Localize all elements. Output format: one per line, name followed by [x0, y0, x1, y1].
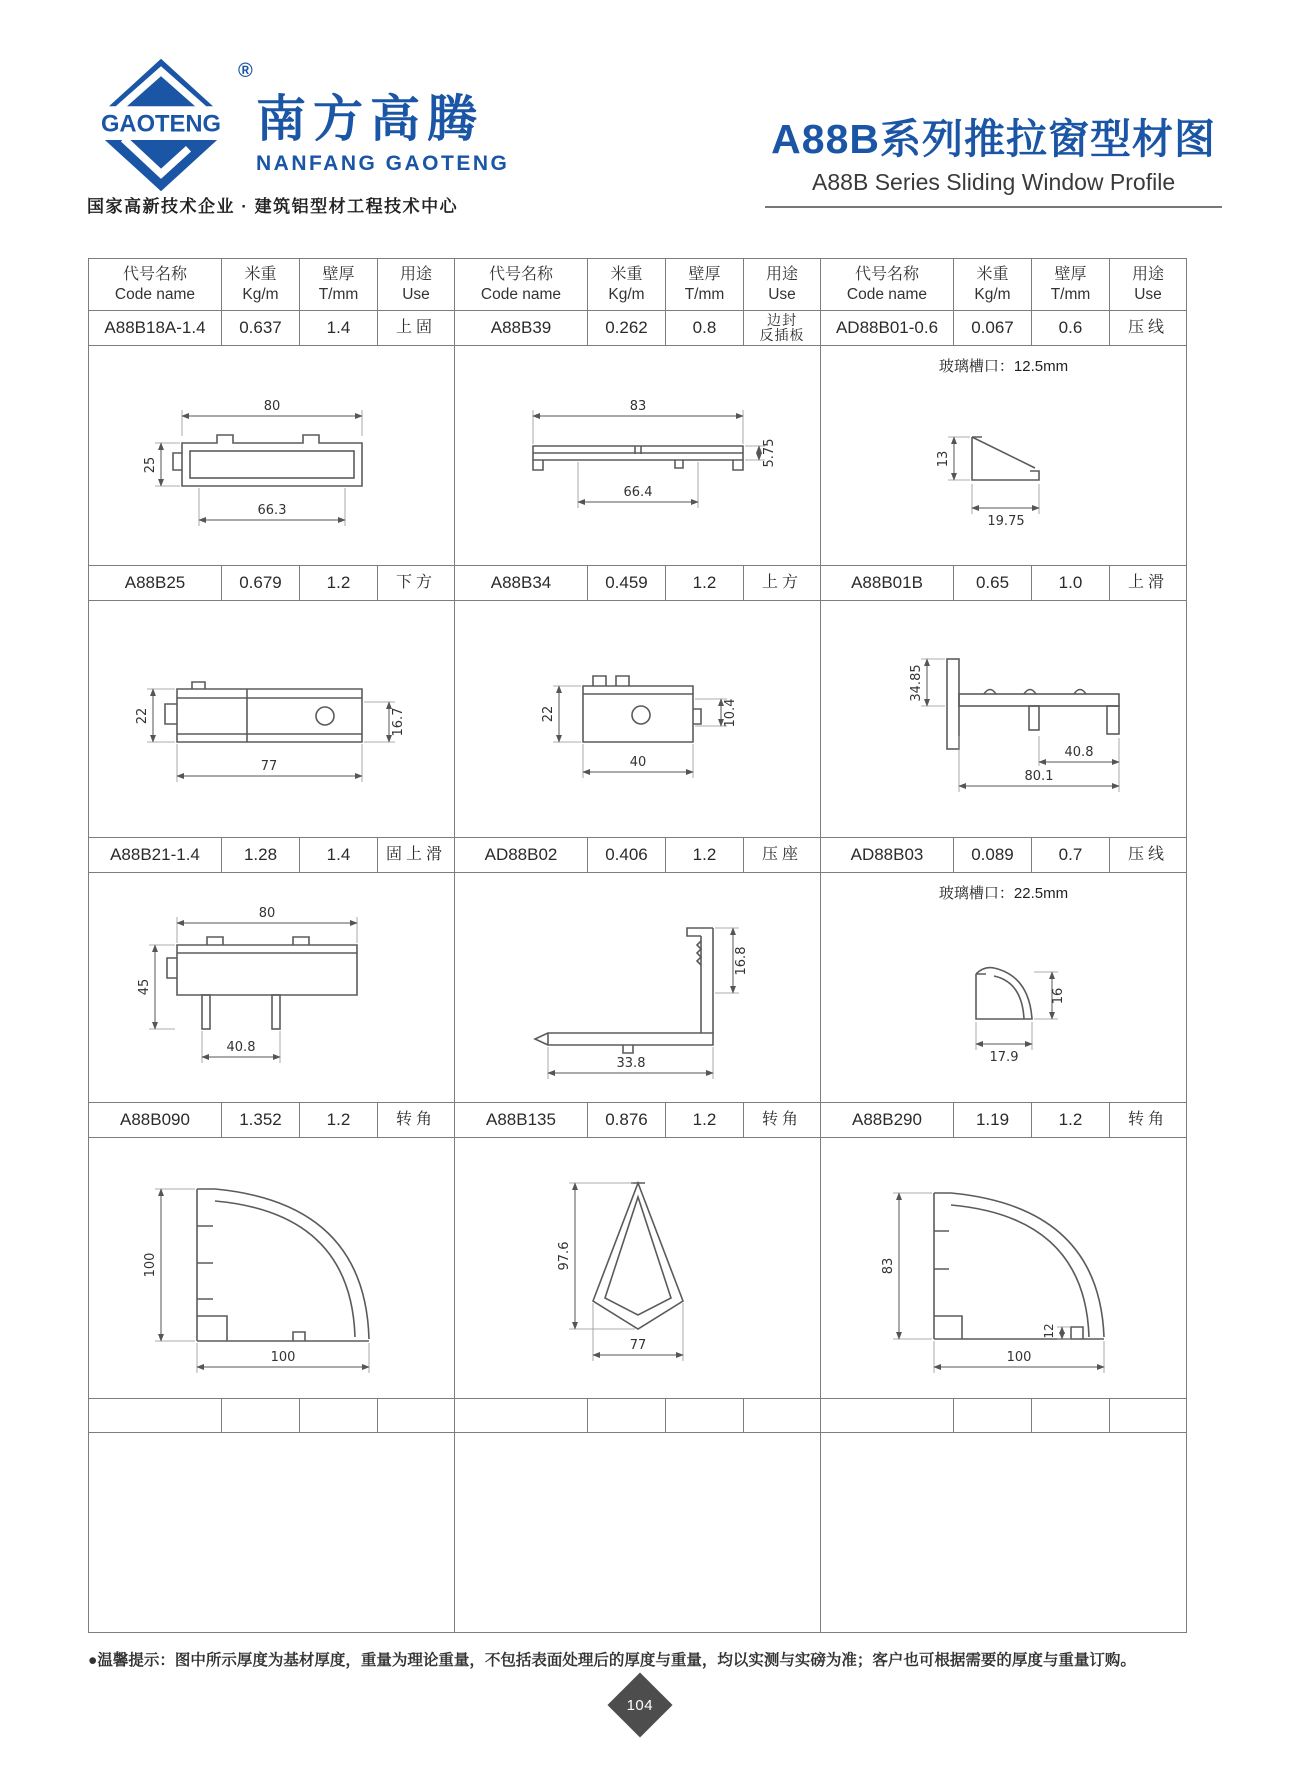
header-thick-cn: 壁厚	[1054, 265, 1087, 283]
header-weight-2	[588, 259, 666, 311]
dimension-lines	[135, 689, 406, 782]
use-line1: 压线	[1127, 319, 1168, 337]
header-code-2	[455, 259, 588, 311]
empty-cell	[954, 1399, 1032, 1433]
dim-label: 33.8	[616, 1055, 645, 1071]
dimension-lines	[143, 399, 362, 526]
thickness-cell: 1.2	[300, 1103, 378, 1138]
code-cell: AD88B01-0.6	[821, 311, 954, 346]
profile-drawing-a88b18a	[107, 358, 437, 553]
use-line1: 上固	[395, 319, 436, 337]
header-weight-en: Kg/m	[974, 285, 1011, 303]
empty-drawing-cell	[455, 1433, 821, 1633]
profile-outline	[976, 967, 1032, 1018]
profile-drawing-a88b25	[97, 614, 447, 824]
empty-drawing-cell	[821, 1433, 1187, 1633]
brand-name-cn: 南方高腾	[256, 91, 484, 147]
brand-name-en: NANFANG GAOTENG	[256, 152, 510, 175]
use-cell	[378, 838, 455, 873]
header-weight-cn: 米重	[244, 265, 277, 283]
use-cell	[378, 1103, 455, 1138]
drawing-cell-a88b18a	[89, 346, 455, 566]
dimension-lines	[557, 1183, 683, 1361]
profile-outline	[165, 682, 362, 742]
header-thick-cn: 壁厚	[688, 265, 721, 283]
thickness-cell: 1.2	[666, 566, 744, 601]
empty-cell	[89, 1399, 222, 1433]
header-thick-cn: 壁厚	[322, 265, 355, 283]
dim-label: 16.8	[733, 946, 749, 975]
use-cell	[1110, 1103, 1187, 1138]
brand-names	[256, 92, 509, 176]
header-thick-3	[1032, 259, 1110, 311]
dim-label: 34.85	[908, 664, 924, 702]
use-cell	[744, 1103, 821, 1138]
code-cell: A88B290	[821, 1103, 954, 1138]
dimension-lines	[541, 686, 738, 778]
code-cell: A88B090	[89, 1103, 222, 1138]
drawing-cell-a88b34	[455, 601, 821, 838]
use-cell	[744, 838, 821, 873]
empty-cell	[744, 1399, 821, 1433]
use-line1: 固上滑	[385, 846, 446, 864]
profile-table	[88, 258, 1187, 1633]
empty-cell	[455, 1399, 588, 1433]
header-use-2	[744, 259, 821, 311]
drawing-cell-ad88b03	[821, 873, 1187, 1103]
drawing-cell-ad88b02	[455, 873, 821, 1103]
empty-cell	[300, 1399, 378, 1433]
dim-label: 40.8	[226, 1039, 255, 1055]
profile-drawing-ad88b01	[894, 392, 1114, 542]
header-code-cn: 代号名称	[488, 265, 553, 283]
dimension-lines	[137, 906, 357, 1063]
use-line1: 转角	[395, 1111, 436, 1129]
dim-label: 45	[136, 978, 152, 995]
page-title-cn: A88B系列推拉窗型材图	[771, 116, 1216, 162]
dim-label: 97.6	[556, 1241, 572, 1270]
header-use-3	[1110, 259, 1187, 311]
dim-label: 12	[1041, 1322, 1056, 1339]
dim-label: 22	[134, 707, 150, 725]
drawing-cell-a88b39	[455, 346, 821, 566]
dim-label: 22	[540, 705, 556, 723]
weight-cell: 0.067	[954, 311, 1032, 346]
use-cell	[1110, 838, 1187, 873]
dimension-lines	[881, 1193, 1104, 1373]
empty-cell	[666, 1399, 744, 1433]
code-cell: A88B39	[455, 311, 588, 346]
glass-slot-note: 玻璃槽口：22.5mm	[938, 885, 1069, 902]
header-thick-en: T/mm	[318, 285, 359, 303]
header-thick-1	[300, 259, 378, 311]
use-cell	[378, 311, 455, 346]
dim-label: 16.7	[390, 707, 406, 737]
code-cell: A88B21-1.4	[89, 838, 222, 873]
dim-label: 19.75	[986, 513, 1025, 529]
page-title-en: A88B Series Sliding Window Profile	[812, 169, 1176, 195]
use-cell	[378, 566, 455, 601]
header-weight-3	[954, 259, 1032, 311]
dim-label: 100	[1006, 1349, 1031, 1365]
weight-cell: 0.262	[588, 311, 666, 346]
thickness-cell: 1.4	[300, 311, 378, 346]
page-number: 104	[626, 1696, 654, 1714]
code-cell: A88B25	[89, 566, 222, 601]
logo-text: GAOTENG	[100, 110, 222, 138]
header-code-en: Code name	[114, 285, 196, 303]
profile-outline	[593, 1183, 683, 1329]
empty-cell	[1110, 1399, 1187, 1433]
header-use-cn: 用途	[1131, 265, 1164, 283]
thickness-cell: 1.2	[1032, 1103, 1110, 1138]
profile-outline	[533, 446, 743, 470]
profile-drawing-a88b01b	[829, 614, 1179, 824]
weight-cell: 0.876	[588, 1103, 666, 1138]
dim-label: 10.4	[722, 698, 738, 728]
profile-drawing-a88b290	[829, 1151, 1179, 1386]
thickness-cell: 1.2	[666, 1103, 744, 1138]
profile-outline	[197, 1189, 369, 1341]
thickness-cell: 0.8	[666, 311, 744, 346]
empty-cell	[1032, 1399, 1110, 1433]
weight-cell: 0.406	[588, 838, 666, 873]
footer-bullet: ●	[88, 1652, 98, 1669]
header-code-en: Code name	[480, 285, 562, 303]
weight-cell: 1.28	[222, 838, 300, 873]
header-weight-cn: 米重	[976, 265, 1009, 283]
page-title	[765, 106, 1222, 208]
dim-label: 40	[629, 755, 646, 770]
dim-label: 83	[629, 399, 646, 414]
use-line1: 压座	[761, 846, 802, 864]
profile-drawing-a88b21	[107, 883, 437, 1093]
weight-cell: 0.637	[222, 311, 300, 346]
dim-label: 25	[142, 456, 158, 474]
dim-label: 77	[629, 1337, 646, 1353]
header-use-cn: 用途	[399, 265, 432, 283]
header-weight-1	[222, 259, 300, 311]
page-number-badge	[607, 1672, 672, 1737]
header-use-en: Use	[1134, 285, 1162, 303]
weight-cell: 1.19	[954, 1103, 1032, 1138]
profile-drawing-a88b135	[473, 1151, 803, 1386]
dim-label: 5.75	[761, 438, 777, 468]
drawing-cell-a88b090	[89, 1138, 455, 1399]
weight-cell: 0.65	[954, 566, 1032, 601]
profile-drawing-ad88b02	[473, 883, 803, 1093]
dim-label: 80.1	[1024, 769, 1053, 784]
dimension-lines	[909, 659, 1119, 792]
header-use-en: Use	[402, 285, 430, 303]
use-line1: 边封	[767, 311, 797, 328]
dimension-lines	[936, 437, 1039, 529]
dim-label: 66.4	[623, 485, 652, 500]
drawing-cell-a88b135	[455, 1138, 821, 1399]
header-weight-en: Kg/m	[242, 285, 279, 303]
gaoteng-logo-icon	[86, 56, 236, 194]
dim-label: 13	[935, 450, 951, 467]
dim-label: 40.8	[1064, 745, 1093, 760]
use-cell	[744, 566, 821, 601]
profile-drawing-a88b39	[473, 358, 803, 553]
use-cell	[1110, 566, 1187, 601]
registered-trademark: ®	[238, 60, 253, 82]
use-line1: 下方	[395, 574, 436, 592]
code-cell: A88B01B	[821, 566, 954, 601]
dim-label: 16	[1050, 987, 1066, 1004]
profile-outline	[583, 676, 701, 742]
drawing-cell-ad88b01	[821, 346, 1187, 566]
drawing-cell-a88b01b	[821, 601, 1187, 838]
weight-cell: 0.089	[954, 838, 1032, 873]
thickness-cell: 1.4	[300, 838, 378, 873]
header-code-3	[821, 259, 954, 311]
dimension-lines	[143, 1189, 369, 1373]
weight-cell: 0.459	[588, 566, 666, 601]
use-cell	[1110, 311, 1187, 346]
thickness-cell: 0.7	[1032, 838, 1110, 873]
drawing-cell-a88b290	[821, 1138, 1187, 1399]
dim-label: 100	[270, 1349, 295, 1365]
thickness-cell: 1.2	[300, 566, 378, 601]
code-cell: A88B135	[455, 1103, 588, 1138]
use-line1: 上方	[761, 574, 802, 592]
header-thick-en: T/mm	[684, 285, 725, 303]
dim-label: 83	[880, 1257, 896, 1274]
profile-outline	[535, 928, 713, 1053]
profile-outline	[934, 1193, 1104, 1339]
profile-drawing-ad88b03	[894, 924, 1114, 1074]
code-cell: A88B18A-1.4	[89, 311, 222, 346]
dim-label: 66.3	[257, 503, 286, 518]
header-code-1	[89, 259, 222, 311]
empty-cell	[588, 1399, 666, 1433]
use-line1: 上滑	[1127, 574, 1168, 592]
glass-slot-note: 玻璃槽口：12.5mm	[938, 358, 1069, 375]
profile-outline	[173, 435, 362, 486]
drawing-cell-a88b21	[89, 873, 455, 1103]
weight-cell: 1.352	[222, 1103, 300, 1138]
profile-outline	[947, 659, 1119, 749]
dim-label: 17.9	[989, 1049, 1018, 1065]
drawing-cell-a88b25	[89, 601, 455, 838]
header-thick-2	[666, 259, 744, 311]
use-line2: 反插板	[759, 327, 805, 343]
header-code-en: Code name	[846, 285, 928, 303]
header-use-cn: 用途	[765, 265, 798, 283]
use-line1: 转角	[761, 1111, 802, 1129]
code-cell: AD88B02	[455, 838, 588, 873]
code-cell: AD88B03	[821, 838, 954, 873]
header-weight-cn: 米重	[610, 265, 643, 283]
dim-label: 77	[260, 759, 277, 774]
use-line1: 压线	[1127, 846, 1168, 864]
empty-cell	[222, 1399, 300, 1433]
profile-outline	[167, 937, 357, 1029]
empty-cell	[378, 1399, 455, 1433]
thickness-cell: 1.0	[1032, 566, 1110, 601]
header-code-cn: 代号名称	[122, 265, 187, 283]
header-code-cn: 代号名称	[854, 265, 919, 283]
profile-drawing-a88b34	[473, 614, 803, 824]
empty-drawing-cell	[89, 1433, 455, 1633]
dim-label: 80	[258, 905, 275, 921]
dim-label: 80	[263, 399, 280, 414]
profile-outline	[972, 437, 1039, 480]
profile-drawing-a88b090	[97, 1151, 447, 1386]
empty-cell	[821, 1399, 954, 1433]
header-use-1	[378, 259, 455, 311]
dim-label: 100	[142, 1252, 158, 1277]
thickness-cell: 0.6	[1032, 311, 1110, 346]
footer-note-text: 温馨提示：图中所示厚度为基材厚度，重量为理论重量，不包括表面处理后的厚度与重量，均以实测与实磅为准；客户也可根据需要的厚度与重量订购。	[97, 1652, 1136, 1669]
header-thick-en: T/mm	[1050, 285, 1091, 303]
footer-note	[88, 1648, 1228, 1670]
use-cell	[744, 311, 821, 346]
weight-cell: 0.679	[222, 566, 300, 601]
header-use-en: Use	[768, 285, 796, 303]
thickness-cell: 1.2	[666, 838, 744, 873]
code-cell: A88B34	[455, 566, 588, 601]
dimension-lines	[548, 928, 749, 1079]
company-tagline: 国家高新技术企业 · 建筑铝型材工程技术中心	[87, 197, 459, 216]
use-line1: 转角	[1127, 1111, 1168, 1129]
header-weight-en: Kg/m	[608, 285, 645, 303]
